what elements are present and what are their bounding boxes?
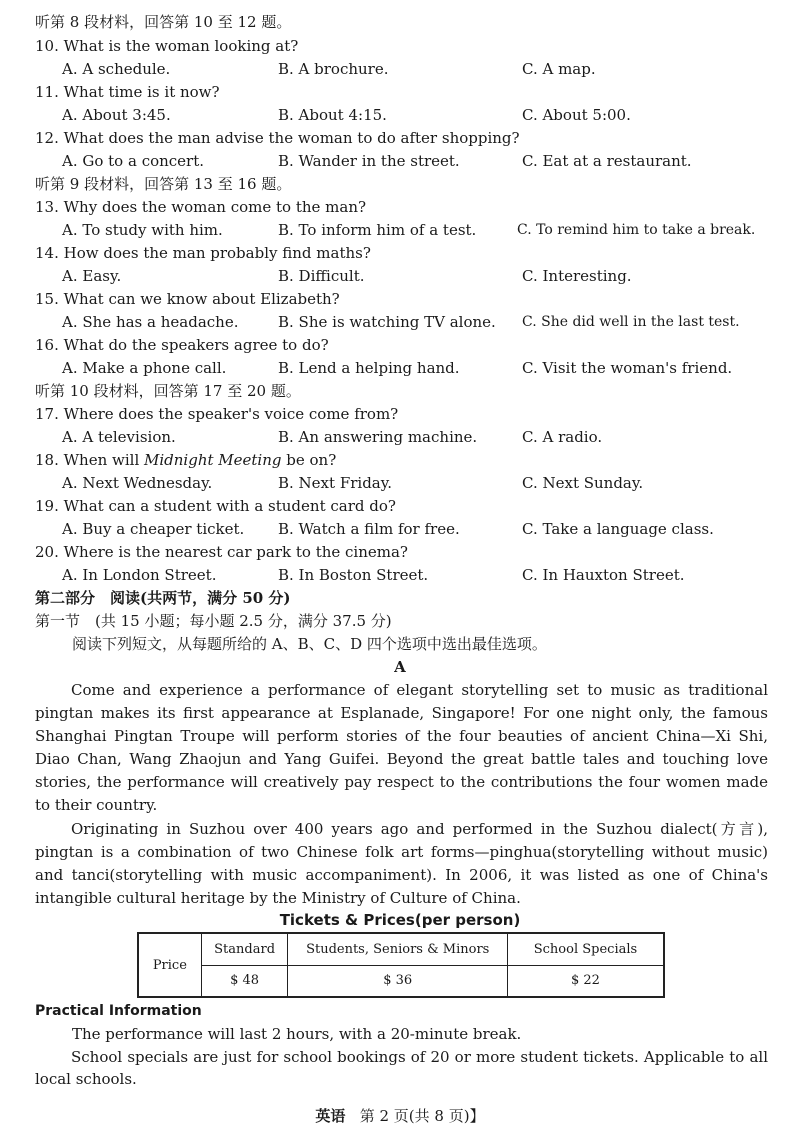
question-17-option-a: A. A television.	[62, 428, 176, 446]
footer-page-number: 第 2 页(共 8 页)】	[359, 1107, 485, 1125]
question-14-stem: 14. How does the man probably find maths?	[35, 244, 371, 262]
question-15-option-c: C. She did well in the last test.	[522, 314, 740, 330]
price-standard: $ 48	[201, 965, 288, 997]
question-12-option-a: A. Go to a concert.	[62, 152, 205, 170]
practical-info-line-2: School specials are just for school bookings of 20 or more student tickets. Applicable to all local schools.	[35, 1048, 768, 1088]
question-18-stem-pre: 18. When will	[35, 451, 145, 469]
question-10-stem: 10. What is the woman looking at?	[35, 37, 299, 55]
price-table	[137, 932, 665, 998]
footer-subject: 英语	[315, 1107, 346, 1125]
segment-9-header: 听第 9 段材料，回答第 13 至 16 题。	[35, 175, 292, 193]
question-14-option-b: B. Difficult.	[278, 267, 365, 285]
question-18-option-c: C. Next Sunday.	[522, 474, 644, 492]
practical-info-line-1: The performance will last 2 hours, with a 20-minute break.	[72, 1025, 522, 1043]
question-17-stem: 17. Where does the speaker's voice come from?	[35, 405, 399, 423]
question-13-option-a: A. To study with him.	[62, 221, 223, 239]
question-11-option-c: C. About 5:00.	[522, 106, 631, 124]
question-20-option-c: C. In Hauxton Street.	[522, 566, 685, 584]
question-10-option-b: B. A brochure.	[278, 60, 389, 78]
question-16-option-c: C. Visit the woman's friend.	[522, 359, 733, 377]
segment-8-header: 听第 8 段材料，回答第 10 至 12 题。	[35, 13, 292, 31]
price-row-label: Price	[138, 933, 201, 997]
question-14-option-c: C. Interesting.	[522, 267, 632, 285]
price-school-specials: $ 22	[507, 965, 664, 997]
question-17-option-b: B. An answering machine.	[278, 428, 478, 446]
question-15-stem: 15. What can we know about Elizabeth?	[35, 290, 340, 308]
practical-info-title: Practical Information	[35, 1003, 202, 1019]
question-10-option-a: A. A schedule.	[62, 60, 171, 78]
question-19-option-b: B. Watch a film for free.	[278, 520, 460, 538]
segment-10-header: 听第 10 段材料，回答第 17 至 20 题。	[35, 382, 301, 400]
question-14-option-a: A. Easy.	[62, 267, 122, 285]
question-16-option-a: A. Make a phone call.	[62, 359, 227, 377]
question-17-option-c: C. A radio.	[522, 428, 603, 446]
question-18-option-a: A. Next Wednesday.	[62, 474, 213, 492]
question-11-option-b: B. About 4:15.	[278, 106, 387, 124]
passage-letter: A	[394, 658, 406, 676]
question-12-option-c: C. Eat at a restaurant.	[522, 152, 692, 170]
question-12-option-b: B. Wander in the street.	[278, 152, 460, 170]
passage-paragraph-1: Come and experience a performance of elegant storytelling set to music as traditional pingtan makes its first appearance at Esplanade, Singapore! For one night only, the famous Shanghai Pingtan Troupe will perform stories of the four beauties of ancient China—Xi Shi, Diao Chan, Wang Zhaojun and Yang Guifei. Beyond the great battle tales and touching love stories, the performance will creatively pay respect to the contributions the four women made to their country.	[35, 681, 768, 814]
question-13-option-b: B. To inform him of a test.	[278, 221, 477, 239]
question-20-stem: 20. Where is the nearest car park to the cinema?	[35, 543, 408, 561]
question-10-option-c: C. A map.	[522, 60, 596, 78]
question-15-option-b: B. She is watching TV alone.	[278, 313, 496, 331]
question-15-option-a: A. She has a headache.	[62, 313, 239, 331]
question-16-option-b: B. Lend a helping hand.	[278, 359, 460, 377]
question-19-option-a: A. Buy a cheaper ticket.	[62, 520, 245, 538]
question-11-option-a: A. About 3:45.	[62, 106, 171, 124]
passage-paragraph-2: Originating in Suzhou over 400 years ago and performed in the Suzhou dialect(方言), pingtan is a combination of two Chinese folk art forms—pinghua(storytelling without music) and tanci(storytelling with music accompaniment). In 2006, it was listed as one of China's intangible cultural heritage by the Ministry of Culture of China.	[35, 820, 768, 907]
question-13-stem: 13. Why does the woman come to the man?	[35, 198, 367, 216]
page-footer	[0, 1105, 800, 1126]
section-1-title: 第一节 (共 15 小题；每小题 2.5 分，满分 37.5 分)	[35, 612, 392, 630]
question-11-stem: 11. What time is it now?	[35, 83, 220, 101]
program-title: Midnight Meeting	[144, 451, 282, 469]
question-16-stem: 16. What do the speakers agree to do?	[35, 336, 329, 354]
question-19-stem: 19. What can a student with a student card do?	[35, 497, 396, 515]
question-18-stem-post: be on?	[281, 451, 337, 469]
question-20-option-b: B. In Boston Street.	[278, 566, 429, 584]
part-2-title: 第二部分 阅读(共两节，满分 50 分)	[35, 589, 291, 607]
question-18-stem	[35, 450, 336, 470]
price-students-seniors-minors: $ 36	[288, 965, 507, 997]
question-20-option-a: A. In London Street.	[62, 566, 217, 584]
question-19-option-c: C. Take a language class.	[522, 520, 714, 538]
header-standard: Standard	[201, 933, 288, 965]
header-school-specials: School Specials	[507, 933, 664, 965]
header-students-seniors-minors: Students, Seniors & Minors	[288, 933, 507, 965]
table-title: Tickets & Prices(per person)	[279, 911, 521, 929]
question-12-stem: 12. What does the man advise the woman to do after shopping?	[35, 129, 520, 147]
question-18-option-b: B. Next Friday.	[278, 474, 392, 492]
reading-instruction: 阅读下列短文，从每题所给的 A、B、C、D 四个选项中选出最佳选项。	[72, 635, 547, 653]
question-13-option-c: C. To remind him to take a break.	[517, 222, 756, 238]
